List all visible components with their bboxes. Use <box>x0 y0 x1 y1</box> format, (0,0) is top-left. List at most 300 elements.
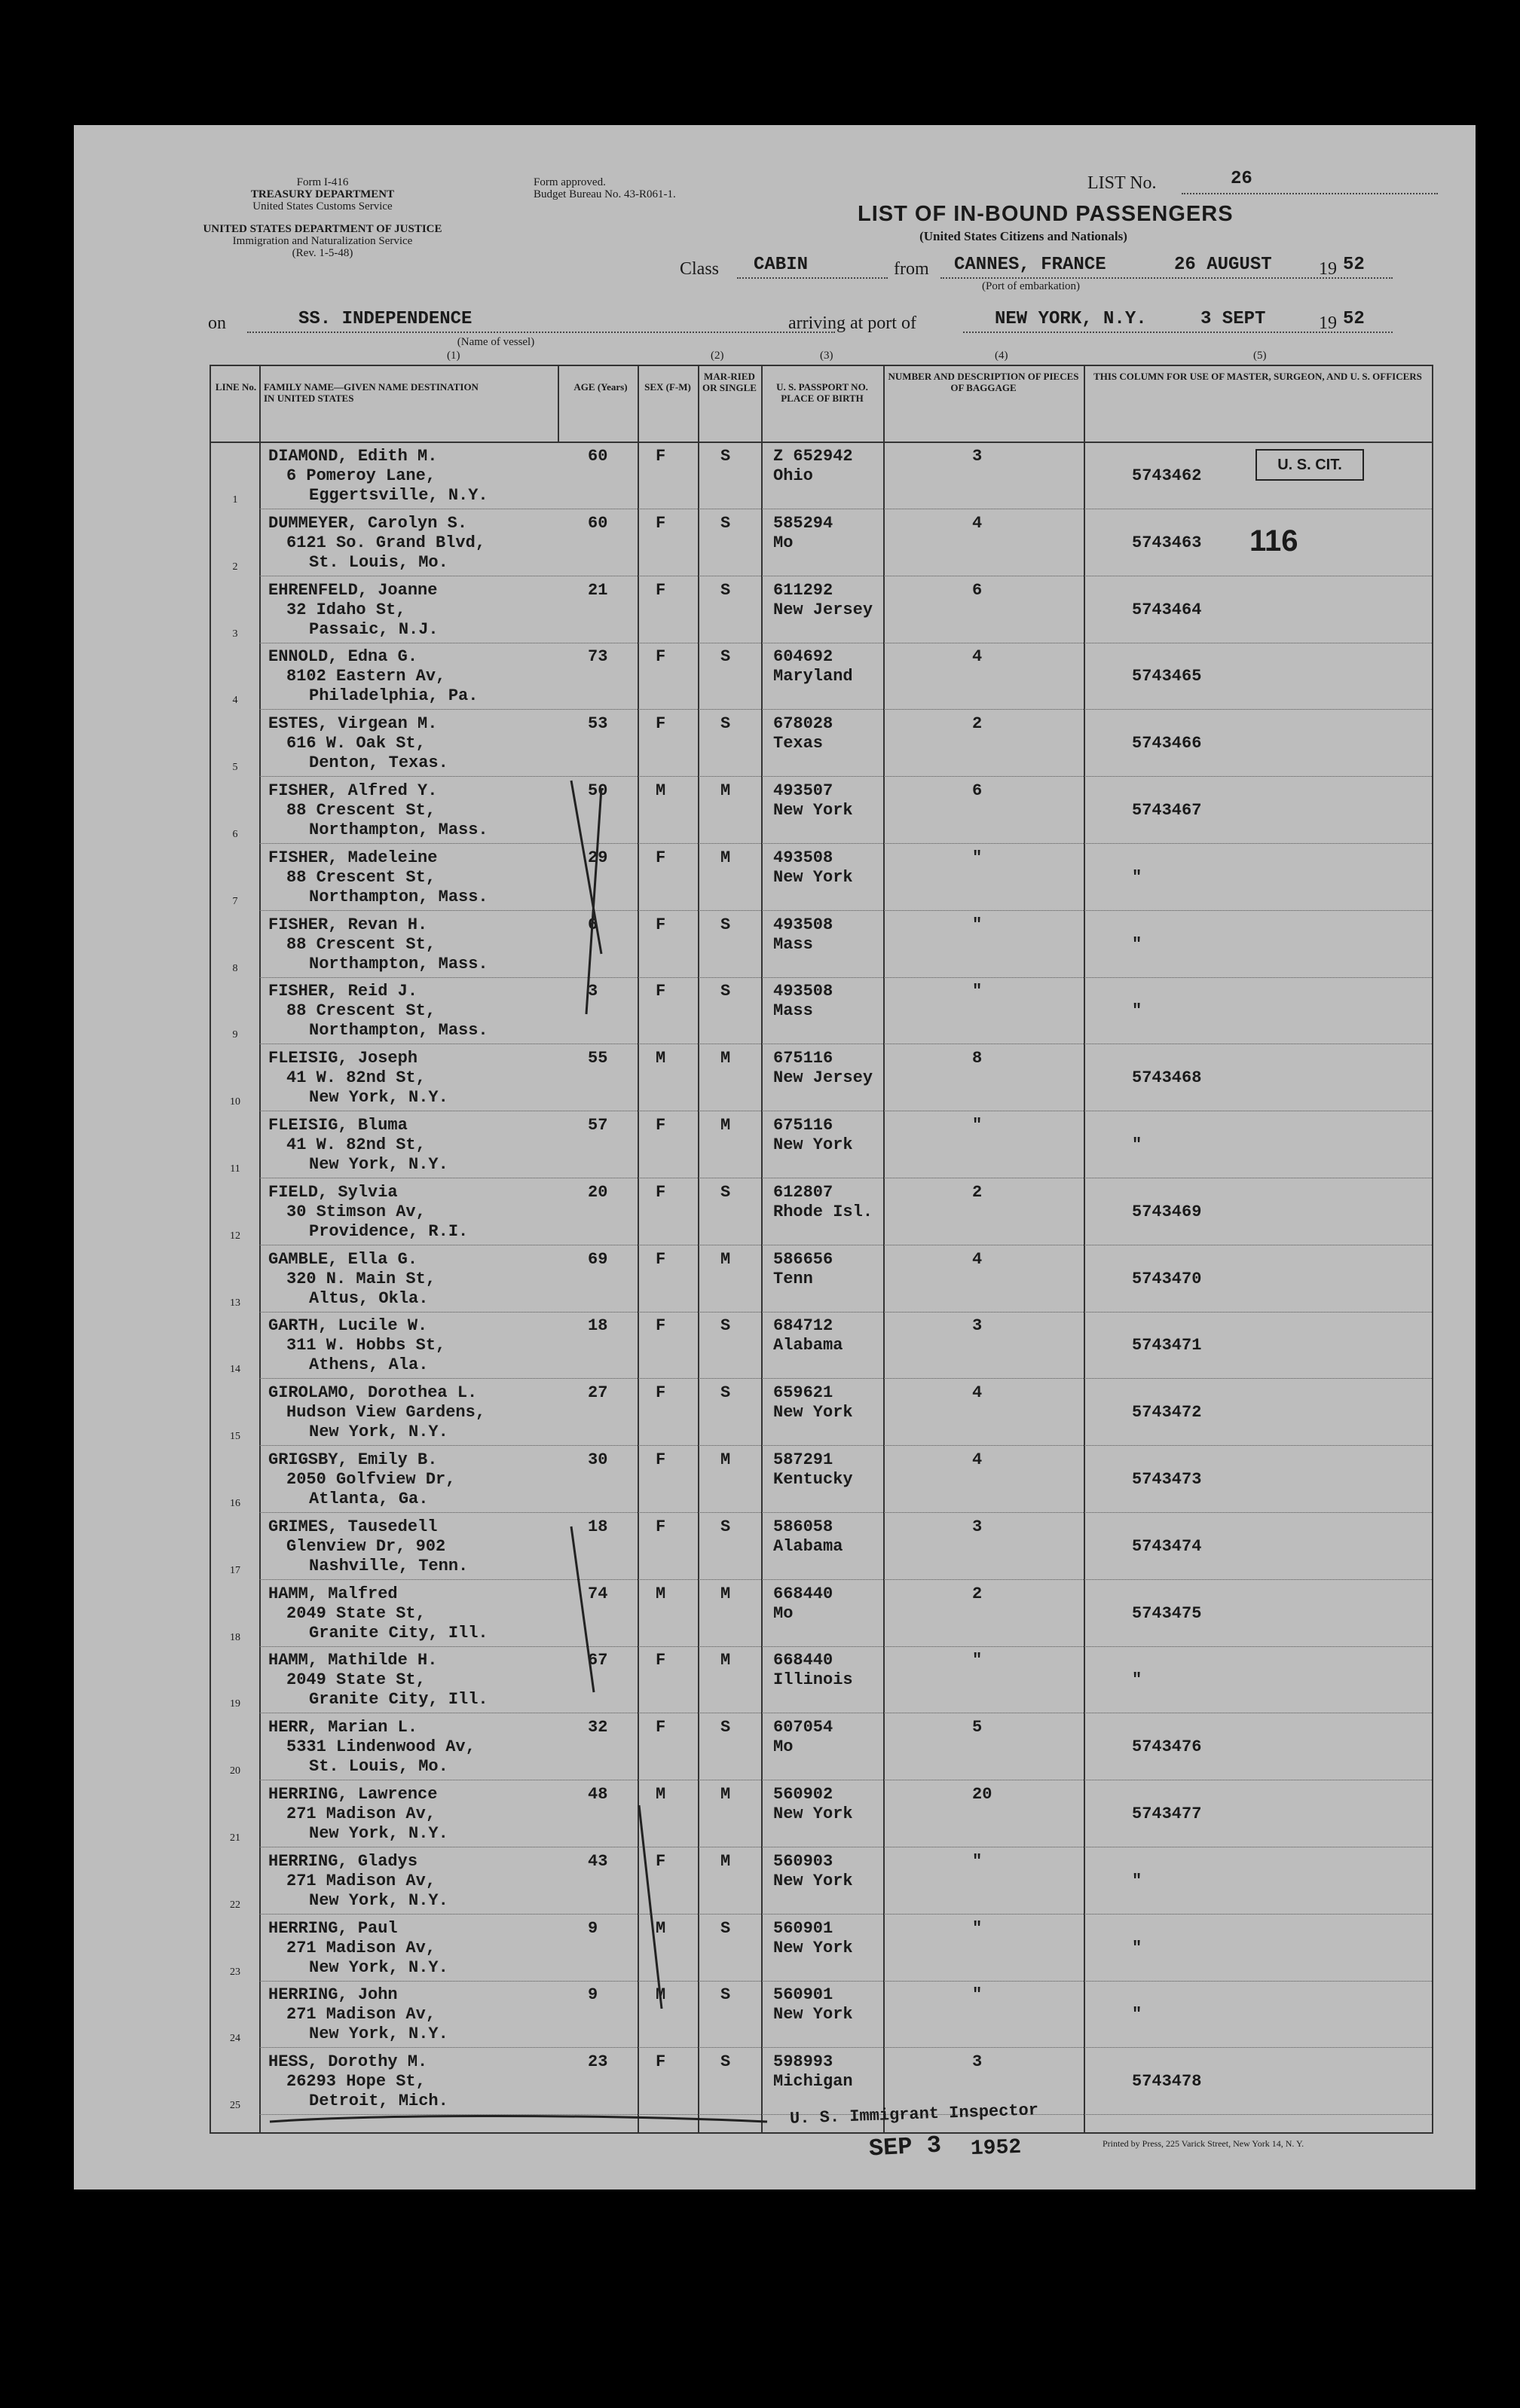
place-of-birth: New York <box>773 801 853 820</box>
officer-number: 5743477 <box>1132 1804 1202 1823</box>
passenger-age: 30 <box>588 1450 608 1469</box>
passenger-address-2: New York, N.Y. <box>309 1957 448 1977</box>
passenger-name: ESTES, Virgean M. <box>268 714 438 734</box>
baggage-count: " <box>972 1985 983 2005</box>
baggage-count: 2 <box>972 1182 983 1202</box>
passport-number: 493507 <box>773 781 833 800</box>
passenger-address-2: Eggertsville, N.Y. <box>309 486 488 505</box>
passenger-sex: F <box>656 1182 666 1202</box>
officer-number: " <box>1132 934 1142 954</box>
passenger-name: HAMM, Malfred <box>268 1584 398 1603</box>
ins-label: Immigration and Naturalization Service <box>232 235 413 247</box>
line-number: 19 <box>230 1698 240 1710</box>
passenger-name: GARTH, Lucile W. <box>268 1316 428 1336</box>
passenger-address-1: 41 W. 82nd St, <box>286 1068 426 1088</box>
passenger-age: 18 <box>588 1517 608 1536</box>
passenger-age: 50 <box>588 781 608 800</box>
from-date: 26 AUGUST <box>1174 255 1272 275</box>
passenger-age: 67 <box>588 1651 608 1670</box>
passenger-sex: M <box>656 1584 666 1603</box>
place-of-birth: Mo <box>773 1737 794 1757</box>
passport-number: 586058 <box>773 1517 833 1536</box>
passport-number: 560903 <box>773 1851 833 1871</box>
passenger-address-2: Northampton, Mass. <box>309 887 488 906</box>
passenger-address-2: New York, N.Y. <box>309 1422 448 1442</box>
passport-number: 560901 <box>773 1985 833 2005</box>
passenger-sex: M <box>656 781 666 800</box>
passenger-marital: M <box>720 1249 731 1269</box>
passenger-sex: F <box>656 1517 666 1536</box>
place-of-birth: Ohio <box>773 466 813 485</box>
treasury-label: TREASURY DEPARTMENT <box>250 188 395 200</box>
passenger-sex: F <box>656 714 666 734</box>
passenger-age: 32 <box>588 1718 608 1737</box>
officer-number: " <box>1132 1001 1142 1021</box>
passenger-name: FISHER, Alfred Y. <box>268 781 438 800</box>
passenger-age: 60 <box>588 447 608 466</box>
passenger-address-2: Passaic, N.J. <box>309 619 439 639</box>
passenger-address-2: Providence, R.I. <box>309 1221 469 1241</box>
passenger-address-1: 2050 Golfview Dr, <box>286 1470 456 1489</box>
passenger-name: EHRENFELD, Joanne <box>268 580 438 600</box>
passenger-name: HERRING, Paul <box>268 1918 398 1938</box>
justice-label: UNITED STATES DEPARTMENT OF JUSTICE <box>203 223 442 235</box>
line-number: 5 <box>232 762 238 774</box>
baggage-count: 3 <box>972 1517 983 1536</box>
col-num-5: (5) <box>1253 350 1267 362</box>
passenger-address-2: New York, N.Y. <box>309 1155 448 1174</box>
passenger-marital: S <box>720 982 731 1001</box>
passenger-address-2: Detroit, Mich. <box>309 2092 448 2111</box>
passenger-age: 73 <box>588 647 608 667</box>
passenger-sex: F <box>656 848 666 867</box>
passenger-marital: S <box>720 580 731 600</box>
passenger-name: DUMMEYER, Carolyn S. <box>268 513 468 533</box>
baggage-count: 6 <box>972 580 983 600</box>
officer-number: 5743468 <box>1132 1068 1202 1088</box>
officer-number: " <box>1132 1938 1142 1957</box>
place-of-birth: Tenn <box>773 1269 813 1288</box>
header-sex: SEX (F-M) <box>644 381 691 393</box>
line-number: 13 <box>230 1297 240 1309</box>
us-citizen-box: U. S. CIT. <box>1255 449 1364 481</box>
line-number: 14 <box>230 1364 240 1376</box>
place-of-birth: New York <box>773 1403 853 1422</box>
passenger-marital: M <box>720 848 731 867</box>
header-line-no: LINE No. <box>215 381 257 393</box>
place-of-birth: Kentucky <box>773 1470 853 1489</box>
header-name: FAMILY NAME—GIVEN NAME DESTINATION IN UNITED STATES <box>264 381 479 404</box>
passenger-age: 9 <box>588 1985 598 2005</box>
passenger-sex: M <box>656 1049 666 1068</box>
passenger-address-2: Athens, Ala. <box>309 1355 429 1375</box>
passenger-address-2: Northampton, Mass. <box>309 1021 488 1041</box>
passenger-name: FISHER, Madeleine <box>268 848 438 867</box>
baggage-count: 2 <box>972 1584 983 1603</box>
passenger-address-2: New York, N.Y. <box>309 1824 448 1843</box>
passenger-age: 18 <box>588 1316 608 1336</box>
officer-number: 5743474 <box>1132 1536 1202 1556</box>
passenger-marital: S <box>720 1383 731 1403</box>
passenger-age: 60 <box>588 513 608 533</box>
passenger-age: 43 <box>588 1851 608 1871</box>
from-label: from <box>894 259 929 279</box>
line-number: 1 <box>232 494 238 506</box>
passenger-name: FLEISIG, Joseph <box>268 1049 418 1068</box>
line-number: 8 <box>232 962 238 974</box>
line-number: 4 <box>232 695 238 707</box>
passenger-address-1: 88 Crescent St, <box>286 1001 436 1021</box>
officer-number: 5743466 <box>1132 734 1202 753</box>
header-married: MAR-RIED OR SINGLE <box>702 371 757 393</box>
form-number: Form I-416 <box>296 176 349 188</box>
arrival-date: 3 SEPT <box>1200 309 1266 329</box>
passenger-address-1: 5331 Lindenwood Av, <box>286 1737 476 1757</box>
officer-number: 5743467 <box>1132 801 1202 820</box>
passenger-name: FIELD, Sylvia <box>268 1182 398 1202</box>
baggage-count: 4 <box>972 1383 983 1403</box>
officer-number: " <box>1132 1871 1142 1890</box>
passenger-sex: F <box>656 982 666 1001</box>
line-number: 23 <box>230 1966 240 1978</box>
customs-label: United States Customs Service <box>252 200 393 212</box>
passport-number: 678028 <box>773 714 833 734</box>
passenger-name: GRIMES, Tausedell <box>268 1517 438 1536</box>
passenger-sex: F <box>656 1316 666 1336</box>
baggage-count: 4 <box>972 647 983 667</box>
line-number: 2 <box>232 561 238 573</box>
passport-number: Z 652942 <box>773 447 853 466</box>
approved-label: Form approved. <box>534 176 606 188</box>
class-label: Class <box>680 259 720 279</box>
handwritten-marks <box>74 125 1476 2190</box>
passenger-sex: F <box>656 1383 666 1403</box>
officer-number: 5743470 <box>1132 1269 1202 1288</box>
passenger-sex: F <box>656 1651 666 1670</box>
header-baggage: NUMBER AND DESCRIPTION OF PIECES OF BAGGAGE <box>888 371 1079 393</box>
passenger-sex: F <box>656 513 666 533</box>
passenger-sex: F <box>656 2052 666 2072</box>
passenger-marital: S <box>720 447 731 466</box>
line-number: 7 <box>232 895 238 907</box>
passenger-age: 23 <box>588 2052 608 2072</box>
passenger-sex: F <box>656 915 666 934</box>
officer-number: 5743464 <box>1132 600 1202 619</box>
passenger-sex: F <box>656 1450 666 1469</box>
passenger-age: 48 <box>588 1785 608 1804</box>
passenger-sex: F <box>656 580 666 600</box>
line-number: 9 <box>232 1029 238 1041</box>
passport-number: 598993 <box>773 2052 833 2072</box>
passenger-sex: F <box>656 1249 666 1269</box>
passenger-address-1: 271 Madison Av, <box>286 2005 436 2024</box>
passenger-address-2: Denton, Texas. <box>309 753 448 773</box>
officer-number: 5743469 <box>1132 1202 1202 1221</box>
place-of-birth: Mo <box>773 1603 794 1623</box>
line-number: 10 <box>230 1096 240 1108</box>
arrival-year: 52 <box>1343 309 1365 329</box>
passenger-address-1: 2049 State St, <box>286 1603 426 1623</box>
passenger-age: 9 <box>588 1918 598 1938</box>
passport-number: 493508 <box>773 982 833 1001</box>
baggage-count: 3 <box>972 2052 983 2072</box>
baggage-count: " <box>972 1918 983 1938</box>
passenger-address-2: New York, N.Y. <box>309 1890 448 1910</box>
passport-number: 675116 <box>773 1049 833 1068</box>
passenger-address-1: 88 Crescent St, <box>286 867 436 887</box>
passenger-address-1: 271 Madison Av, <box>286 1804 436 1823</box>
officer-number: " <box>1132 867 1142 887</box>
passenger-address-1: 30 Stimson Av, <box>286 1202 426 1221</box>
line-number: 20 <box>230 1765 240 1777</box>
inspector-stamp: U. S. Immigrant Inspector <box>789 2101 1039 2128</box>
printer-line: Printed by Press, 225 Varick Street, New York 14, N. Y. <box>1103 2138 1304 2149</box>
place-of-birth: New York <box>773 1871 853 1890</box>
from-port: CANNES, FRANCE <box>954 255 1106 275</box>
passenger-name: ENNOLD, Edna G. <box>268 647 418 667</box>
passenger-age: 53 <box>588 714 608 734</box>
place-of-birth: New York <box>773 1938 853 1957</box>
passenger-marital: S <box>720 1316 731 1336</box>
officer-number: 5743462 <box>1132 466 1202 485</box>
passenger-address-2: New York, N.Y. <box>309 1088 448 1108</box>
line-number: 3 <box>232 628 238 640</box>
passenger-age: 55 <box>588 1049 608 1068</box>
baggage-count: " <box>972 1851 983 1871</box>
passenger-name: FISHER, Revan H. <box>268 915 428 934</box>
passenger-address-2: New York, N.Y. <box>309 2024 448 2044</box>
line-number: 24 <box>230 2033 240 2045</box>
baggage-count: 4 <box>972 1249 983 1269</box>
passenger-name: HESS, Dorothy M. <box>268 2052 428 2072</box>
baggage-count: " <box>972 848 983 867</box>
passport-number: 493508 <box>773 915 833 934</box>
rev-label: (Rev. 1-5-48) <box>292 247 353 259</box>
passenger-marital: M <box>720 1651 731 1670</box>
list-number: 26 <box>1231 169 1252 189</box>
passenger-address-1: 271 Madison Av, <box>286 1938 436 1957</box>
passenger-marital: M <box>720 1785 731 1804</box>
place-of-birth: Michigan <box>773 2072 853 2092</box>
baggage-count: 3 <box>972 447 983 466</box>
passenger-marital: S <box>720 647 731 667</box>
passenger-address-1: Glenview Dr, 902 <box>286 1536 446 1556</box>
passenger-name: HERR, Marian L. <box>268 1718 418 1737</box>
passenger-marital: M <box>720 1851 731 1871</box>
passenger-name: HERRING, Gladys <box>268 1851 418 1871</box>
baggage-count: 3 <box>972 1316 983 1336</box>
passenger-address-1: 41 W. 82nd St, <box>286 1135 426 1154</box>
place-of-birth: Alabama <box>773 1536 843 1556</box>
passport-number: 611292 <box>773 580 833 600</box>
passport-number: 659621 <box>773 1383 833 1403</box>
passenger-marital: S <box>720 1718 731 1737</box>
passenger-address-1: 26293 Hope St, <box>286 2072 426 2092</box>
passenger-address-2: Granite City, Ill. <box>309 1623 488 1643</box>
passenger-address-1: 6 Pomeroy Lane, <box>286 466 436 485</box>
passenger-address-1: Hudson View Gardens, <box>286 1403 486 1422</box>
line-number: 15 <box>230 1431 240 1443</box>
passenger-marital: S <box>720 2052 731 2072</box>
passenger-marital: M <box>720 1049 731 1068</box>
passenger-name: DIAMOND, Edith M. <box>268 447 438 466</box>
passenger-age: 27 <box>588 1383 608 1403</box>
passport-number: 675116 <box>773 1116 833 1135</box>
place-of-birth: New Jersey <box>773 1068 873 1088</box>
passenger-address-1: 32 Idaho St, <box>286 600 406 619</box>
officer-number: " <box>1132 1670 1142 1690</box>
vessel-name: SS. INDEPENDENCE <box>298 309 473 329</box>
place-of-birth: Texas <box>773 734 824 753</box>
on-label: on <box>208 313 226 333</box>
place-of-birth: Mass <box>773 1001 813 1021</box>
class-value: CABIN <box>754 255 809 275</box>
officer-number: 5743473 <box>1132 1470 1202 1489</box>
passenger-sex: F <box>656 1718 666 1737</box>
passenger-address-2: Northampton, Mass. <box>309 820 488 839</box>
passenger-age: 69 <box>588 1249 608 1269</box>
place-of-birth: New York <box>773 867 853 887</box>
passenger-marital: S <box>720 1182 731 1202</box>
passenger-sex: F <box>656 1851 666 1871</box>
passenger-address-2: Atlanta, Ga. <box>309 1490 429 1508</box>
place-of-birth: Illinois <box>773 1670 853 1690</box>
passenger-marital: S <box>720 714 731 734</box>
place-of-birth: New Jersey <box>773 600 873 619</box>
place-of-birth: New York <box>773 2005 853 2024</box>
passenger-sex: F <box>656 1116 666 1135</box>
place-of-birth: Maryland <box>773 667 853 686</box>
passenger-marital: S <box>720 513 731 533</box>
place-of-birth: New York <box>773 1135 853 1154</box>
stamp-year: 1952 <box>970 2135 1022 2162</box>
passenger-address-2: Granite City, Ill. <box>309 1690 488 1710</box>
place-of-birth: Rhode Isl. <box>773 1202 873 1221</box>
place-of-birth: Mo <box>773 533 794 552</box>
baggage-count: 5 <box>972 1718 983 1737</box>
header-age: AGE (Years) <box>573 381 628 393</box>
passenger-age: 21 <box>588 580 608 600</box>
passenger-address-1: 2049 State St, <box>286 1670 426 1690</box>
line-number: 18 <box>230 1631 240 1643</box>
baggage-count: " <box>972 982 983 1001</box>
from-year: 52 <box>1343 255 1365 275</box>
passenger-name: FLEISIG, Bluma <box>268 1116 408 1135</box>
line-number: 11 <box>230 1163 240 1175</box>
passenger-marital: M <box>720 1116 731 1135</box>
passenger-age: 57 <box>588 1116 608 1135</box>
handwritten-116: 116 <box>1249 524 1298 558</box>
budget-label: Budget Bureau No. 43-R061-1. <box>534 188 676 200</box>
line-number: 16 <box>230 1498 240 1509</box>
vessel-note: (Name of vessel) <box>457 336 535 348</box>
family-bracket <box>571 781 601 1014</box>
line-number: 21 <box>230 1832 240 1844</box>
passenger-address-1: 311 W. Hobbs St, <box>286 1336 446 1355</box>
baggage-count: 4 <box>972 513 983 533</box>
officer-number: 5743471 <box>1132 1336 1202 1355</box>
col-num-3: (3) <box>820 350 833 362</box>
passenger-address-2: Nashville, Tenn. <box>309 1556 469 1575</box>
passenger-age: 3 <box>588 982 598 1001</box>
header-officers: THIS COLUMN FOR USE OF MASTER, SURGEON, AND U. S. OFFICERS <box>1093 371 1422 382</box>
passport-number: 668440 <box>773 1651 833 1670</box>
baggage-count: " <box>972 1651 983 1670</box>
passenger-marital: S <box>720 1985 731 2005</box>
passenger-address-2: Altus, Okla. <box>309 1288 429 1308</box>
passenger-name: GRIGSBY, Emily B. <box>268 1450 438 1469</box>
line-number: 17 <box>230 1564 240 1576</box>
line-number: 22 <box>230 1899 240 1911</box>
passport-number: 560902 <box>773 1785 833 1804</box>
passenger-address-1: 88 Crescent St, <box>286 801 436 820</box>
passport-number: 493508 <box>773 848 833 867</box>
passenger-sex: M <box>656 1918 666 1938</box>
baggage-count: 2 <box>972 714 983 734</box>
passport-number: 684712 <box>773 1316 833 1336</box>
passenger-address-2: Philadelphia, Pa. <box>309 686 479 706</box>
line-number: 12 <box>230 1230 240 1242</box>
passenger-address-1: 616 W. Oak St, <box>286 734 426 753</box>
passport-number: 668440 <box>773 1584 833 1603</box>
passenger-address-2: St. Louis, Mo. <box>309 1757 448 1777</box>
baggage-count: 8 <box>972 1049 983 1068</box>
passenger-name: HAMM, Mathilde H. <box>268 1651 438 1670</box>
stamp-date: SEP 3 <box>868 2131 942 2163</box>
baggage-count: " <box>972 915 983 934</box>
passport-number: 560901 <box>773 1918 833 1938</box>
header-passport: U. S. PASSPORT NO. PLACE OF BIRTH <box>776 381 868 404</box>
passenger-age: 20 <box>588 1182 608 1202</box>
passenger-address-1: 88 Crescent St, <box>286 934 436 954</box>
officer-number: 5743472 <box>1132 1403 1202 1422</box>
arriving-label: arriving at port of <box>788 313 916 333</box>
port-note: (Port of embarkation) <box>982 280 1080 292</box>
place-of-birth: Mass <box>773 934 813 954</box>
officer-number: " <box>1132 2005 1142 2024</box>
line-number: 6 <box>232 829 238 840</box>
passenger-sex: F <box>656 647 666 667</box>
place-of-birth: Alabama <box>773 1336 843 1355</box>
passenger-name: HERRING, Lawrence <box>268 1785 438 1804</box>
baggage-count: 20 <box>972 1785 992 1804</box>
passport-number: 586656 <box>773 1249 833 1269</box>
place-of-birth: New York <box>773 1804 853 1823</box>
passenger-sex: F <box>656 447 666 466</box>
passenger-marital: S <box>720 1918 731 1938</box>
baggage-count: " <box>972 1116 983 1135</box>
passenger-marital: M <box>720 781 731 800</box>
officer-number: 5743465 <box>1132 667 1202 686</box>
passenger-address-1: 6121 So. Grand Blvd, <box>286 533 486 552</box>
passenger-marital: M <box>720 1450 731 1469</box>
family-bracket <box>571 1526 594 1692</box>
officer-number: 5743475 <box>1132 1603 1202 1623</box>
passenger-age: 74 <box>588 1584 608 1603</box>
family-bracket <box>639 1805 662 2009</box>
officer-number: 5743478 <box>1132 2072 1202 2092</box>
arrival-year-prefix: 19 <box>1319 313 1337 333</box>
passenger-marital: S <box>720 1517 731 1536</box>
officer-number: 5743463 <box>1132 533 1202 552</box>
passport-number: 607054 <box>773 1718 833 1737</box>
line-number: 25 <box>230 2100 240 2112</box>
passport-number: 587291 <box>773 1450 833 1469</box>
passport-number: 604692 <box>773 647 833 667</box>
passport-number: 612807 <box>773 1182 833 1202</box>
passenger-address-1: 8102 Eastern Av, <box>286 667 446 686</box>
arrival-port: NEW YORK, N.Y. <box>995 309 1147 329</box>
